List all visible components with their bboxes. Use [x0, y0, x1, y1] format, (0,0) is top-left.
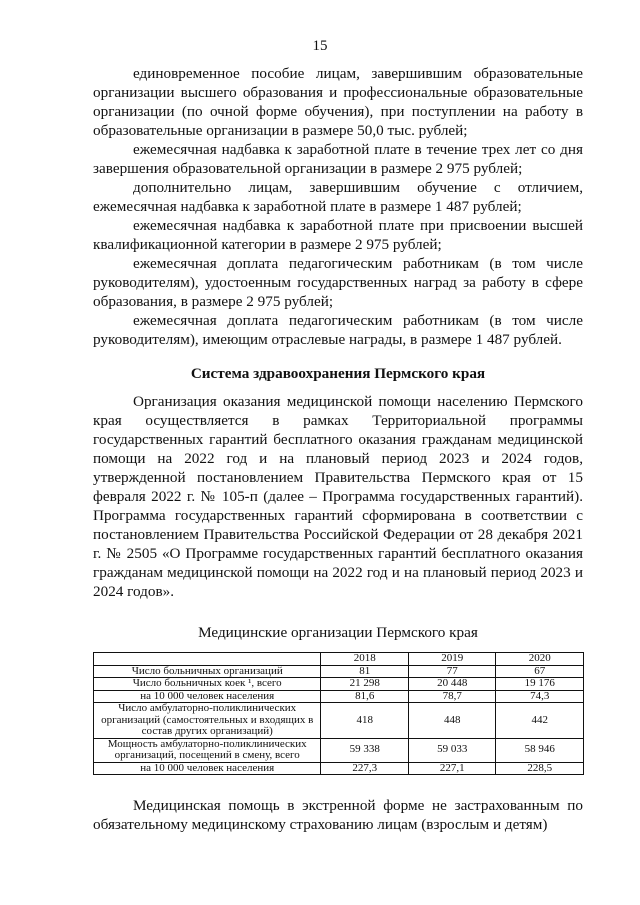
table-cell: 228,5 [496, 762, 584, 775]
table-cell: 227,1 [408, 762, 496, 775]
table-row [94, 678, 584, 691]
table-header-cell [94, 653, 321, 666]
table-row [94, 665, 584, 678]
table-row-label: на 10 000 человек населения [94, 690, 321, 703]
benefit-paragraph: ежемесячная доплата педагогическим работникам (в том числе руководителям), имеющим отраслевые награды, в размере 1 487 рублей. [93, 312, 583, 348]
closing-paragraph: Медицинская помощь в экстренной форме не застрахованным по обязательному медицинскому страхованию лицам (взрослым и детям) [93, 797, 583, 833]
table-cell: 21 298 [321, 678, 409, 691]
table-row-label: Число больничных организаций [94, 665, 321, 678]
section-heading: Система здравоохранения Пермского края [190, 365, 486, 382]
table-cell: 77 [408, 665, 496, 678]
table-row-label: на 10 000 человек населения [94, 762, 321, 775]
table-cell: 59 033 [408, 738, 496, 762]
table-row-label: Число амбулаторно-поликлинических организаций (самостоятельных и входящих в состав других организаций) [94, 703, 321, 739]
table-row-label: Мощность амбулаторно-поликлинических организаций, посещений в смену, всего [94, 738, 321, 762]
table-cell: 81,6 [321, 690, 409, 703]
table-cell: 78,7 [408, 690, 496, 703]
table-row-label: Число больничных коек ¹, всего [94, 678, 321, 691]
table-cell: 20 448 [408, 678, 496, 691]
table-caption: Медицинские организации Пермского края [198, 624, 478, 641]
table-row [94, 762, 584, 775]
table-cell: 67 [496, 665, 584, 678]
benefits-list [93, 64, 583, 349]
benefit-paragraph: ежемесячная надбавка к заработной плате в течение трех лет со дня завершения образовательной организации в размере 2 975 рублей; [93, 141, 583, 177]
table-cell: 81 [321, 665, 409, 678]
table-row [94, 703, 584, 739]
benefit-paragraph: дополнительно лицам, завершившим обучение с отличием, ежемесячная надбавка к заработной плате в размере 1 487 рублей; [93, 179, 583, 215]
table-cell: 448 [408, 703, 496, 739]
closing-section [93, 796, 583, 834]
table-cell: 59 338 [321, 738, 409, 762]
section-paragraph: Организация оказания медицинской помощи населению Пермского края осуществляется в рамках Территориальной программы государственных гарантий бесплатного оказания гражданам медицинской помощи на 2022 год и на плановый период 2023 и 2024 годов, утвержденной постановлением Правительства Пермского края от 15 февраля 2022 г. № 105-п (далее – Программа государственных гарантий). Программа государственных гарантий сформирована в соответствии с постановлением Правительства Российской Федерации от 28 декабря 2021 г. № 2505 «О Программе государственных гарантий бесплатного оказания гражданам медицинской помощи на 2022 год и на плановый период 2023 и 2024 годов». [93, 393, 583, 600]
table-header-cell: 2019 [408, 653, 496, 666]
table-cell: 74,3 [496, 690, 584, 703]
table-header-row [94, 653, 584, 666]
medical-organizations-table [93, 652, 584, 775]
page-number: 15 [312, 38, 328, 54]
benefit-paragraph: ежемесячная доплата педагогическим работникам (в том числе руководителям), удостоенным государственных наград за работу в сфере образования, в размере 2 975 рублей; [93, 255, 583, 310]
section-body [93, 392, 583, 601]
table-cell: 418 [321, 703, 409, 739]
table-cell: 19 176 [496, 678, 584, 691]
benefit-paragraph: единовременное пособие лицам, завершившим образовательные организации высшего образования и профессиональные образовательные организации (по очной форме обучения), при поступлении на работу в образовательные организации в размере 50,0 тыс. рублей; [93, 65, 583, 139]
table-row [94, 738, 584, 762]
benefit-paragraph: ежемесячная надбавка к заработной плате при присвоении высшей квалификационной категории в размере 2 975 рублей; [93, 217, 583, 253]
table-cell: 227,3 [321, 762, 409, 775]
table-cell: 58 946 [496, 738, 584, 762]
table-header-cell: 2018 [321, 653, 409, 666]
table-cell: 442 [496, 703, 584, 739]
table-row [94, 690, 584, 703]
table-header-cell: 2020 [496, 653, 584, 666]
